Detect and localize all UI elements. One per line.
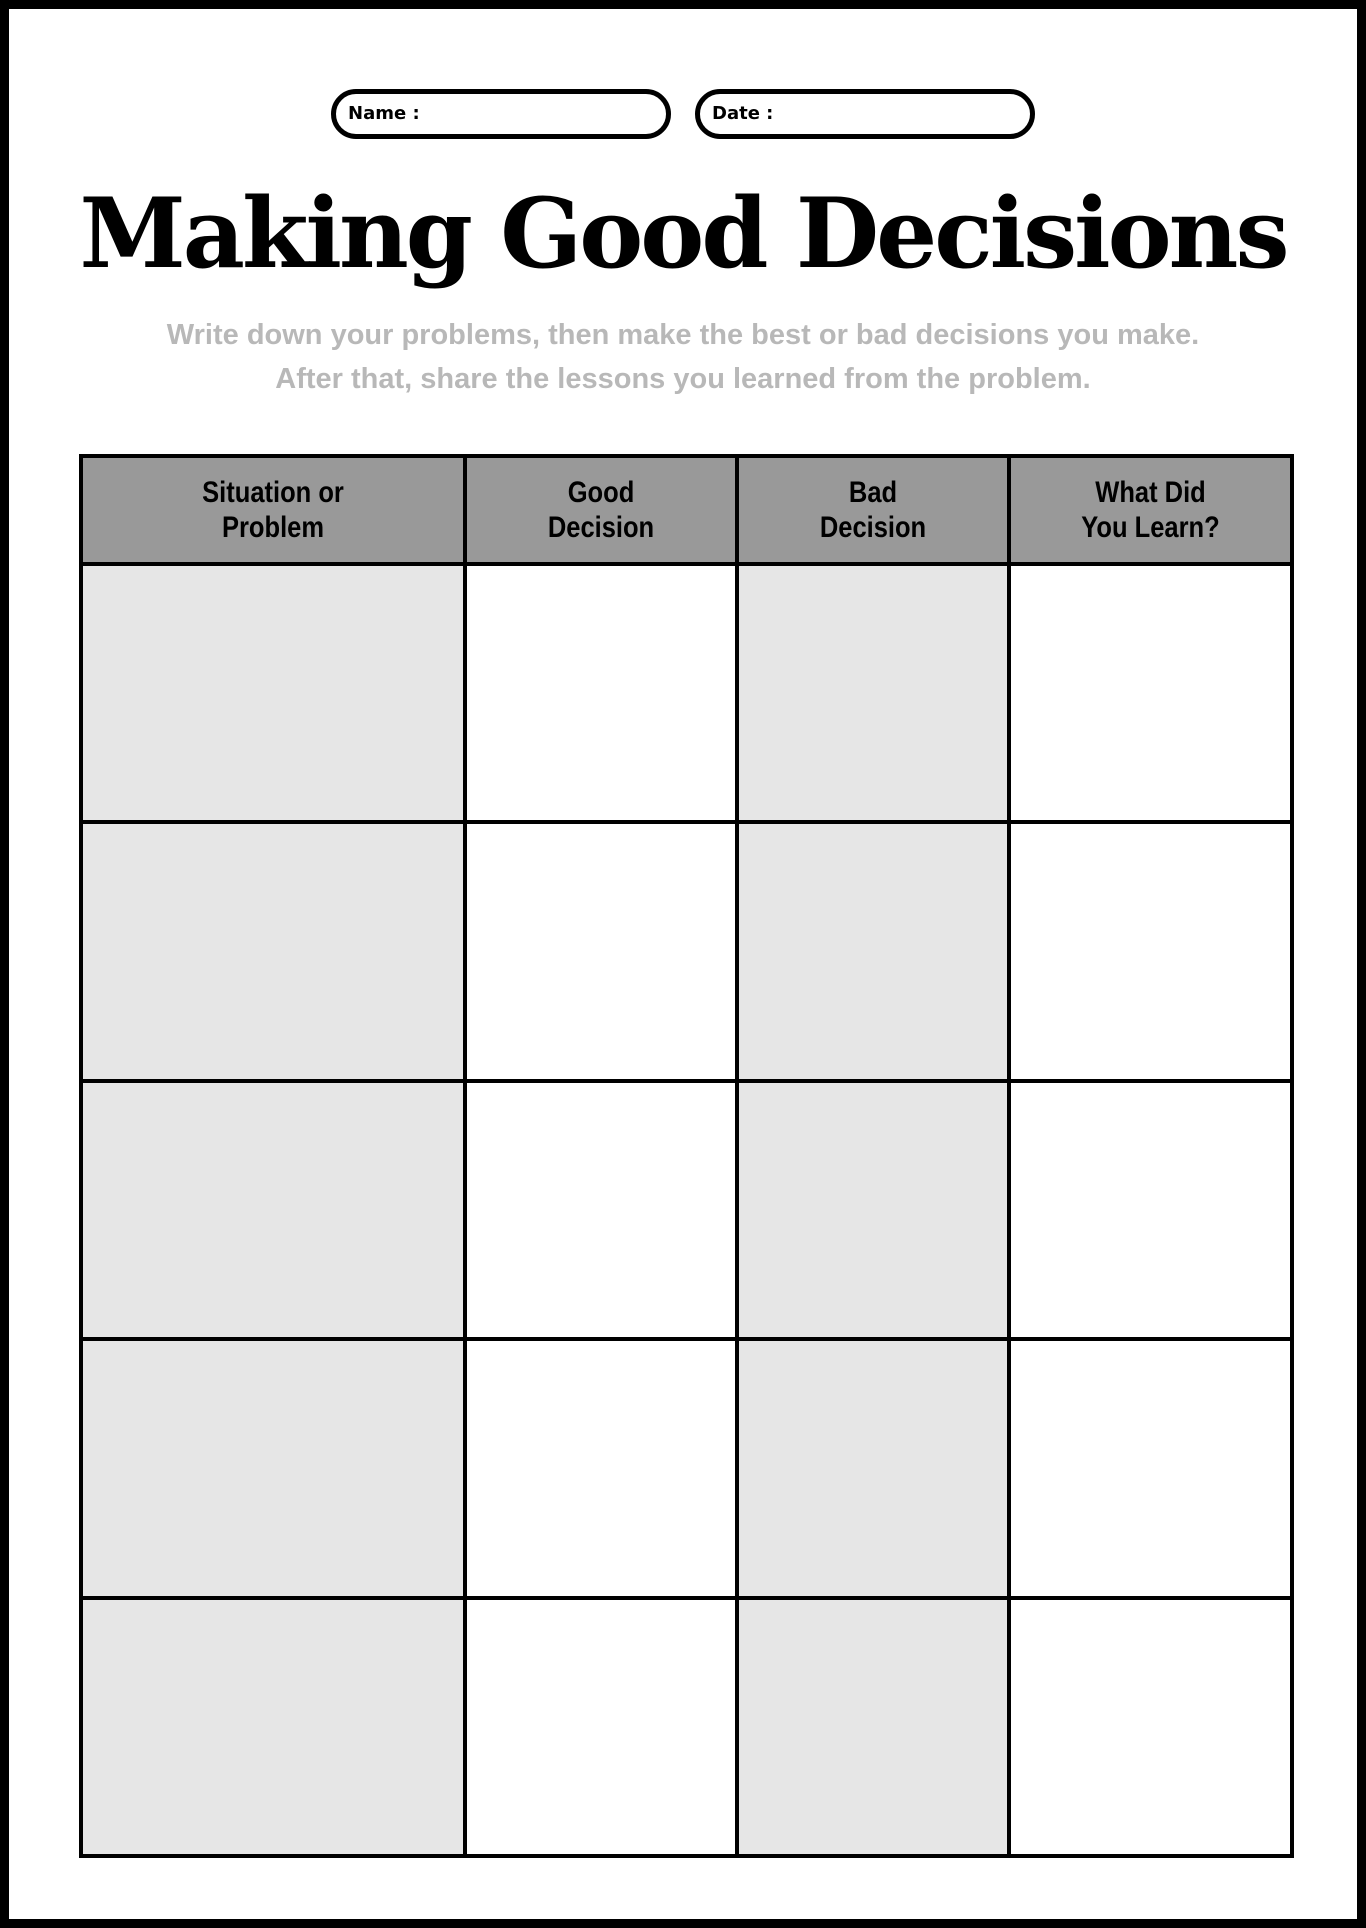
lesson-cell[interactable]: [1009, 822, 1292, 1080]
table-row: [81, 1339, 1292, 1597]
header-bad-decision: [737, 456, 1009, 564]
good-decision-cell[interactable]: [465, 1598, 737, 1856]
good-decision-cell[interactable]: [465, 1339, 737, 1597]
date-field[interactable]: [695, 89, 1035, 139]
situation-cell[interactable]: [81, 1339, 465, 1597]
table-row: [81, 564, 1292, 822]
header-good-decision: [465, 456, 737, 564]
date-label: Date :: [712, 103, 774, 124]
name-label: Name :: [348, 103, 420, 124]
good-decision-cell[interactable]: [465, 564, 737, 822]
bad-decision-cell[interactable]: [737, 564, 1009, 822]
header-label: You Learn?: [1081, 511, 1220, 544]
bad-decision-cell[interactable]: [737, 822, 1009, 1080]
header-label: Bad: [848, 476, 898, 509]
instructions: [9, 313, 1357, 401]
situation-cell[interactable]: [81, 564, 465, 822]
header-lesson: [1009, 456, 1292, 564]
name-field[interactable]: [331, 89, 671, 139]
lesson-cell[interactable]: [1009, 1081, 1292, 1339]
header-situation: [81, 456, 465, 564]
lesson-cell[interactable]: [1009, 564, 1292, 822]
bad-decision-cell[interactable]: [737, 1081, 1009, 1339]
table-row: [81, 1598, 1292, 1856]
header-label: Situation or: [202, 476, 344, 509]
header-label: Good: [567, 476, 635, 509]
header-row: [81, 456, 1292, 564]
header-label: Problem: [221, 511, 325, 544]
situation-cell[interactable]: [81, 1598, 465, 1856]
lesson-cell[interactable]: [1009, 1339, 1292, 1597]
instructions-line-1: Write down your problems, then make the best or bad decisions you make.: [166, 319, 1200, 351]
situation-cell[interactable]: [81, 1081, 465, 1339]
page-title: Making Good Decisions: [79, 177, 1287, 290]
header-label: Decision: [819, 511, 927, 544]
header-label: Decision: [547, 511, 655, 544]
good-decision-cell[interactable]: [465, 822, 737, 1080]
bad-decision-cell[interactable]: [737, 1598, 1009, 1856]
header-label: What Did: [1095, 476, 1206, 509]
instructions-line-2: After that, share the lessons you learned from the problem.: [275, 363, 1091, 395]
bad-decision-cell[interactable]: [737, 1339, 1009, 1597]
situation-cell[interactable]: [81, 822, 465, 1080]
lesson-cell[interactable]: [1009, 1598, 1292, 1856]
decision-table: [79, 454, 1294, 1858]
table-row: [81, 822, 1292, 1080]
good-decision-cell[interactable]: [465, 1081, 737, 1339]
table-row: [81, 1081, 1292, 1339]
